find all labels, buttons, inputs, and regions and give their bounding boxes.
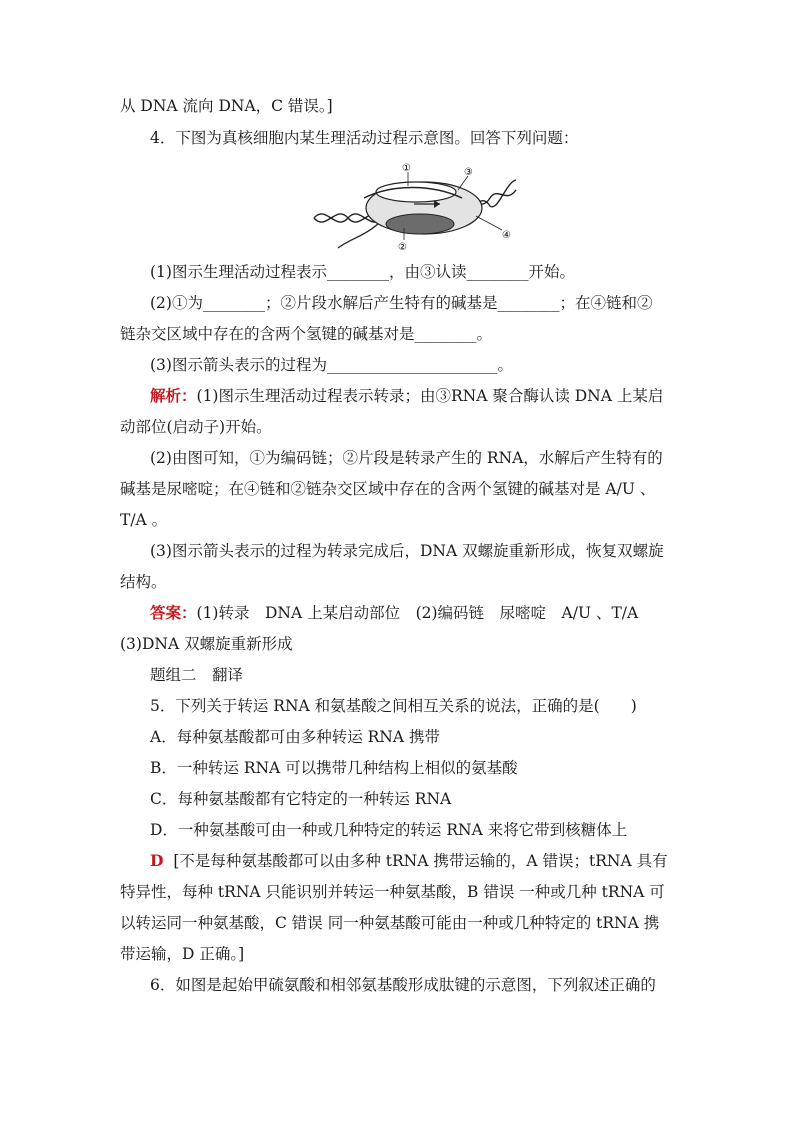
- explanation-line: 特异性，每种 tRNA 只能识别并转运一种氨基酸，B 错误 一种或几种 tRNA 可: [120, 883, 665, 901]
- figure-label-2: ②: [398, 242, 407, 252]
- option-c: C．每种氨基酸都有它特定的一种转运 RNA: [150, 790, 452, 808]
- analysis-text: (1)图示生理活动过程表示转录；由③RNA 聚合酶认读 DNA 上某启: [196, 387, 664, 405]
- question-4-part-1: (1)图示生理活动过程表示________，由③认读________开始。: [150, 263, 575, 281]
- question-6-stem: 6．如图是起始甲硫氨酸和相邻氨基酸形成肽键的示意图，下列叙述正确的: [150, 976, 656, 994]
- question-5-stem: 5．下列关于转运 RNA 和氨基酸之间相互关系的说法，正确的是( ): [150, 697, 637, 715]
- analysis-line: (3)图示箭头表示的过程为转录完成后，DNA 双螺旋重新形成，恢复双螺旋: [150, 542, 664, 560]
- option-d: D．一种氨基酸可由一种或几种特定的转运 RNA 来将它带到核糖体上: [150, 821, 628, 839]
- analysis-line: T/A 。: [120, 511, 168, 529]
- analysis-line: 动部位(启动子)开始。: [120, 418, 272, 436]
- answer-letter: D: [150, 851, 164, 870]
- question-4-part-2-cont: 链杂交区域中存在的含两个氢键的碱基对是________。: [120, 325, 493, 343]
- option-b: B．一种转运 RNA 可以携带几种结构上相似的氨基酸: [150, 759, 518, 777]
- section-heading: 题组二 翻译: [150, 666, 244, 684]
- explanation-text: [不是每种氨基酸都可以由多种 tRNA 携带运输的，A 错误；tRNA 具有: [173, 852, 668, 870]
- answer-line: (3)DNA 双螺旋重新形成: [120, 635, 293, 653]
- answer-line: [150, 603, 638, 623]
- explanation-line: 带运输，D 正确。]: [120, 945, 245, 963]
- answer-text: (1)转录 DNA 上某启动部位 (2)编码链 尿嘧啶 A/U 、T/A: [196, 604, 639, 622]
- option-a: A．每种氨基酸都可由多种转运 RNA 携带: [150, 728, 440, 746]
- transcription-diagram: [312, 160, 524, 252]
- figure-label-1: ①: [402, 163, 411, 174]
- explanation-line: [150, 851, 668, 871]
- analysis-line: (2)由图可知，①为编码链；②片段是转录产生的 RNA，水解后产生特有的: [150, 449, 663, 467]
- answer-label: 答案：: [150, 603, 197, 622]
- analysis-line: 碱基是尿嘧啶；在④链和②链杂交区域中存在的含两个氢键的碱基对是 A/U 、: [120, 480, 656, 498]
- question-4-stem: 4．下图为真核细胞内某生理活动过程示意图。回答下列问题：: [150, 129, 579, 147]
- figure-label-4: ④: [502, 230, 511, 241]
- figure-label-3: ③: [464, 167, 473, 178]
- explanation-line: 以转运同一种氨基酸，C 错误 同一种氨基酸可能由一种或几种特定的 tRNA 携: [120, 914, 660, 932]
- analysis-line: [150, 386, 663, 406]
- analysis-label: 解析：: [150, 386, 197, 405]
- question-4-part-2: (2)①为________；②片段水解后产生特有的碱基是________；在④链和②: [150, 294, 653, 312]
- analysis-line: 结构。: [120, 573, 167, 591]
- text-line: 从 DNA 流向 DNA，C 错误。]: [120, 97, 333, 115]
- question-4-part-3: (3)图示箭头表示的过程为______________________。: [150, 356, 513, 374]
